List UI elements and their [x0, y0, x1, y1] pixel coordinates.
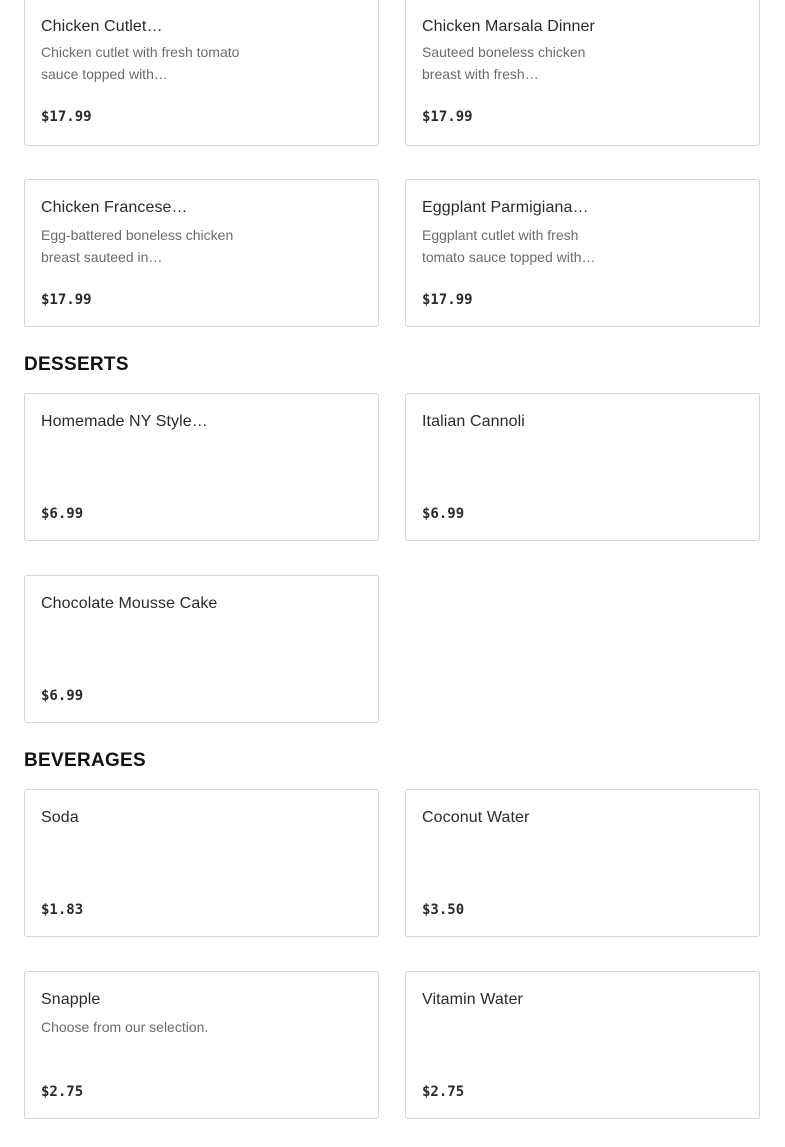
menu-item-name: Chicken Marsala Dinner [422, 18, 595, 35]
menu-item-card[interactable] [24, 575, 379, 723]
menu-item-name: Vitamin Water [422, 991, 523, 1008]
menu-item-price: $17.99 [41, 292, 92, 308]
menu-item-name: Homemade NY Style… [41, 413, 208, 430]
menu-item-price: $17.99 [422, 292, 473, 308]
menu-item-card[interactable] [24, 789, 379, 937]
menu-item-price: $2.75 [422, 1084, 465, 1100]
menu-item-name: Chocolate Mousse Cake [41, 595, 218, 612]
menu-item-description: Chicken cutlet with fresh tomato sauce topped with… [41, 44, 240, 82]
menu-item-card[interactable] [405, 971, 760, 1119]
menu-item-name: Italian Cannoli [422, 413, 525, 430]
menu-item-name: Snapple [41, 991, 101, 1008]
menu-item-card[interactable] [405, 0, 760, 146]
menu-item-price: $6.99 [41, 688, 84, 704]
menu-item-card[interactable] [405, 179, 760, 327]
menu-item-card[interactable] [405, 393, 760, 541]
menu-item-name: Soda [41, 809, 79, 826]
menu-item-name: Chicken Cutlet… [41, 18, 163, 35]
menu-item-price: $1.83 [41, 902, 84, 918]
menu-item-card[interactable] [405, 789, 760, 937]
menu-item-card[interactable] [24, 0, 379, 146]
menu-item-name: Chicken Francese… [41, 199, 188, 216]
menu-item-price: $17.99 [422, 109, 473, 125]
menu-item-price: $3.50 [422, 902, 465, 918]
menu-item-price: $17.99 [41, 109, 92, 125]
menu-item-description: Choose from our selection. [41, 1019, 209, 1035]
menu-item-name: Coconut Water [422, 809, 530, 826]
menu-item-description: Sauteed boneless chicken breast with fresh… [422, 44, 586, 82]
section-title-desserts: DESSERTS [24, 354, 129, 375]
menu-item-card[interactable] [24, 179, 379, 327]
menu-item-price: $6.99 [41, 506, 84, 522]
menu-item-description: Egg-battered boneless chicken breast sauteed in… [41, 227, 234, 265]
section-title-beverages: BEVERAGES [24, 750, 147, 771]
menu-item-name: Eggplant Parmigiana… [422, 199, 589, 216]
menu-item-description: Eggplant cutlet with fresh tomato sauce topped with… [422, 227, 596, 265]
menu-item-price: $2.75 [41, 1084, 84, 1100]
menu-item-card[interactable] [24, 971, 379, 1119]
menu-item-price: $6.99 [422, 506, 465, 522]
menu-item-card[interactable] [24, 393, 379, 541]
